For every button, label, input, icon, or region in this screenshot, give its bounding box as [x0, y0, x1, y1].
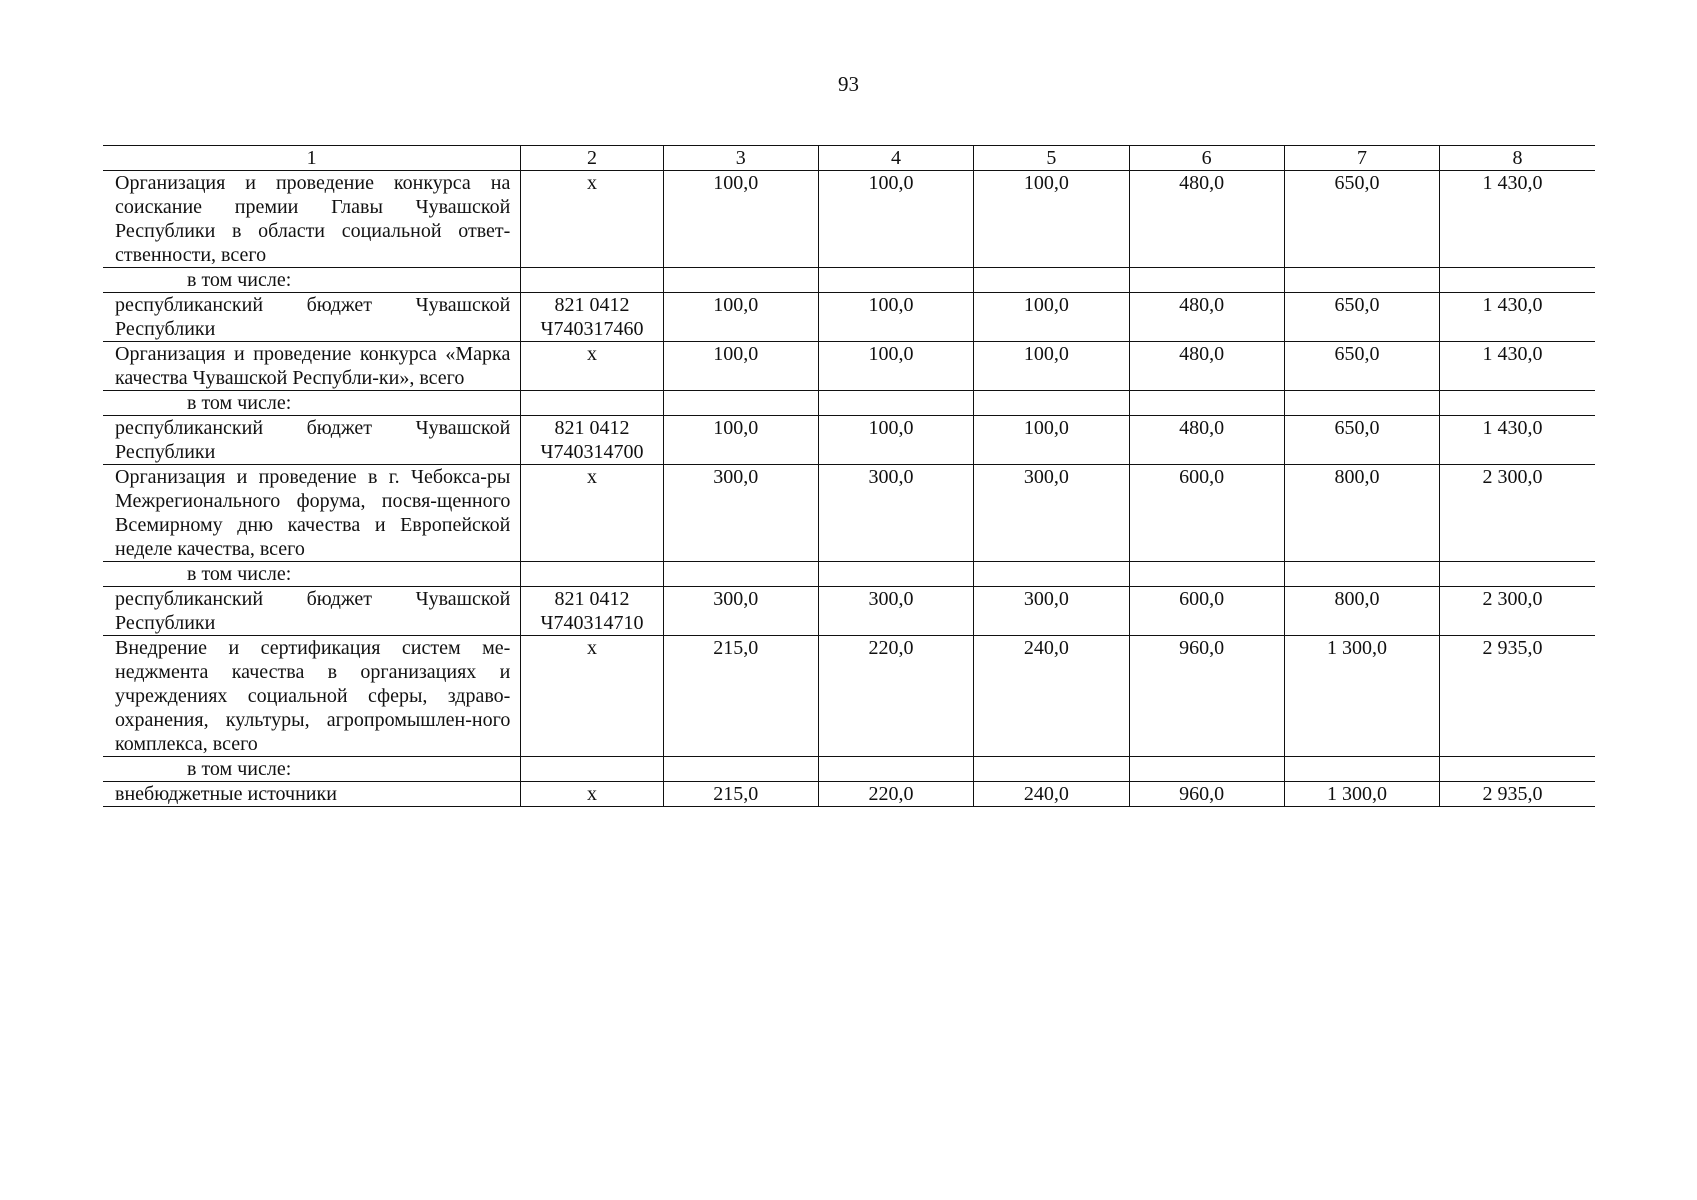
- row-value-col-6: 480,0: [1129, 171, 1284, 268]
- page-number: 93: [838, 72, 859, 96]
- row-value-col-4: [818, 757, 973, 782]
- row-value-col-5: 100,0: [974, 416, 1129, 465]
- row-value-col-8: 2 300,0: [1440, 465, 1595, 562]
- column-header-7: 7: [1284, 146, 1439, 171]
- row-budget-code: х: [521, 782, 663, 807]
- row-value-col-7: 1 300,0: [1284, 636, 1439, 757]
- row-value-col-4: 300,0: [818, 465, 973, 562]
- row-value-col-8: [1440, 757, 1595, 782]
- row-budget-code: 821 0412 Ч740317460: [521, 293, 663, 342]
- row-budget-code: [521, 562, 663, 587]
- row-value-col-5: 100,0: [974, 171, 1129, 268]
- column-header-1: 1: [103, 146, 521, 171]
- row-budget-code: х: [521, 342, 663, 391]
- row-value-col-4: 100,0: [818, 171, 973, 268]
- row-value-col-7: 650,0: [1284, 171, 1439, 268]
- row-value-col-6: [1129, 562, 1284, 587]
- row-value-col-8: 1 430,0: [1440, 293, 1595, 342]
- row-value-col-7: [1284, 757, 1439, 782]
- row-description: внебюджетные источники: [103, 782, 521, 807]
- row-value-col-7: 650,0: [1284, 342, 1439, 391]
- row-value-col-5: [974, 268, 1129, 293]
- table-row: [103, 782, 1595, 807]
- row-value-col-7: 1 300,0: [1284, 782, 1439, 807]
- row-value-col-3: 100,0: [663, 342, 818, 391]
- header-row: [103, 146, 1595, 171]
- row-value-col-4: 100,0: [818, 293, 973, 342]
- row-value-col-8: [1440, 268, 1595, 293]
- row-value-col-5: 300,0: [974, 465, 1129, 562]
- row-value-col-7: [1284, 391, 1439, 416]
- row-value-col-8: 2 935,0: [1440, 782, 1595, 807]
- row-value-col-8: [1440, 391, 1595, 416]
- row-value-col-5: 100,0: [974, 342, 1129, 391]
- row-value-col-8: 1 430,0: [1440, 416, 1595, 465]
- row-value-col-7: 800,0: [1284, 587, 1439, 636]
- row-value-col-4: [818, 562, 973, 587]
- table-body: [103, 171, 1595, 807]
- budget-table: [103, 145, 1595, 807]
- row-value-col-6: 960,0: [1129, 636, 1284, 757]
- row-value-col-3: 100,0: [663, 416, 818, 465]
- row-value-col-3: 300,0: [663, 465, 818, 562]
- row-value-col-3: [663, 391, 818, 416]
- row-value-col-3: 100,0: [663, 171, 818, 268]
- row-value-col-6: [1129, 391, 1284, 416]
- row-description: Организация и проведение в г. Чебокса-ры Межрегионального форума, посвя-щенного Всемирному дню качества и Европейской неделе качества, всего: [103, 465, 521, 562]
- row-subheading: в том числе:: [103, 757, 521, 782]
- row-value-col-4: [818, 268, 973, 293]
- row-value-col-3: 100,0: [663, 293, 818, 342]
- row-value-col-6: 960,0: [1129, 782, 1284, 807]
- table-row: [103, 293, 1595, 342]
- row-value-col-6: 480,0: [1129, 342, 1284, 391]
- row-budget-code: 821 0412 Ч740314700: [521, 416, 663, 465]
- column-header-4: 4: [818, 146, 973, 171]
- row-budget-code: [521, 757, 663, 782]
- row-value-col-6: 480,0: [1129, 416, 1284, 465]
- row-value-col-7: 800,0: [1284, 465, 1439, 562]
- row-value-col-6: 600,0: [1129, 465, 1284, 562]
- column-header-2: 2: [521, 146, 663, 171]
- row-value-col-6: 480,0: [1129, 293, 1284, 342]
- row-value-col-4: 100,0: [818, 416, 973, 465]
- row-value-col-6: 600,0: [1129, 587, 1284, 636]
- row-value-col-5: 240,0: [974, 782, 1129, 807]
- row-value-col-4: 220,0: [818, 782, 973, 807]
- row-value-col-4: 100,0: [818, 342, 973, 391]
- row-description: республиканский бюджет Чувашской Республики: [103, 293, 521, 342]
- table-row: [103, 268, 1595, 293]
- row-description: Внедрение и сертификация систем ме-неджмента качества в организациях и учреждениях социальной сферы, здраво-охранения, культуры, агропромышлен-ного комплекса, всего: [103, 636, 521, 757]
- row-value-col-8: 1 430,0: [1440, 342, 1595, 391]
- row-description: республиканский бюджет Чувашской Республики: [103, 587, 521, 636]
- column-header-3: 3: [663, 146, 818, 171]
- row-value-col-7: [1284, 268, 1439, 293]
- row-value-col-8: 2 935,0: [1440, 636, 1595, 757]
- row-value-col-5: 240,0: [974, 636, 1129, 757]
- row-value-col-3: 215,0: [663, 782, 818, 807]
- row-value-col-5: 300,0: [974, 587, 1129, 636]
- row-budget-code: 821 0412 Ч740314710: [521, 587, 663, 636]
- row-value-col-4: 220,0: [818, 636, 973, 757]
- row-budget-code: [521, 268, 663, 293]
- row-value-col-4: [818, 391, 973, 416]
- table-row: [103, 587, 1595, 636]
- row-value-col-6: [1129, 268, 1284, 293]
- row-value-col-8: [1440, 562, 1595, 587]
- row-value-col-3: 215,0: [663, 636, 818, 757]
- row-value-col-3: 300,0: [663, 587, 818, 636]
- row-description: Организация и проведение конкурса на соискание премии Главы Чувашской Республики в области социальной ответ-ственности, всего: [103, 171, 521, 268]
- table-row: [103, 342, 1595, 391]
- table-row: [103, 391, 1595, 416]
- row-value-col-8: 1 430,0: [1440, 171, 1595, 268]
- row-budget-code: [521, 391, 663, 416]
- column-header-8: 8: [1440, 146, 1595, 171]
- row-value-col-4: 300,0: [818, 587, 973, 636]
- row-value-col-7: 650,0: [1284, 293, 1439, 342]
- table-row: [103, 171, 1595, 268]
- row-value-col-8: 2 300,0: [1440, 587, 1595, 636]
- column-header-6: 6: [1129, 146, 1284, 171]
- row-value-col-3: [663, 757, 818, 782]
- table-row: [103, 416, 1595, 465]
- row-value-col-7: 650,0: [1284, 416, 1439, 465]
- row-budget-code: х: [521, 465, 663, 562]
- row-subheading: в том числе:: [103, 562, 521, 587]
- row-budget-code: х: [521, 636, 663, 757]
- row-value-col-3: [663, 562, 818, 587]
- row-description: Организация и проведение конкурса «Марка качества Чувашской Республи-ки», всего: [103, 342, 521, 391]
- row-subheading: в том числе:: [103, 391, 521, 416]
- row-value-col-5: [974, 757, 1129, 782]
- row-value-col-3: [663, 268, 818, 293]
- row-value-col-7: [1284, 562, 1439, 587]
- row-value-col-5: [974, 562, 1129, 587]
- table-row: [103, 562, 1595, 587]
- row-value-col-5: [974, 391, 1129, 416]
- table-row: [103, 636, 1595, 757]
- table-row: [103, 757, 1595, 782]
- table-row: [103, 465, 1595, 562]
- column-header-5: 5: [974, 146, 1129, 171]
- row-description: республиканский бюджет Чувашской Республики: [103, 416, 521, 465]
- row-budget-code: х: [521, 171, 663, 268]
- row-subheading: в том числе:: [103, 268, 521, 293]
- row-value-col-6: [1129, 757, 1284, 782]
- row-value-col-5: 100,0: [974, 293, 1129, 342]
